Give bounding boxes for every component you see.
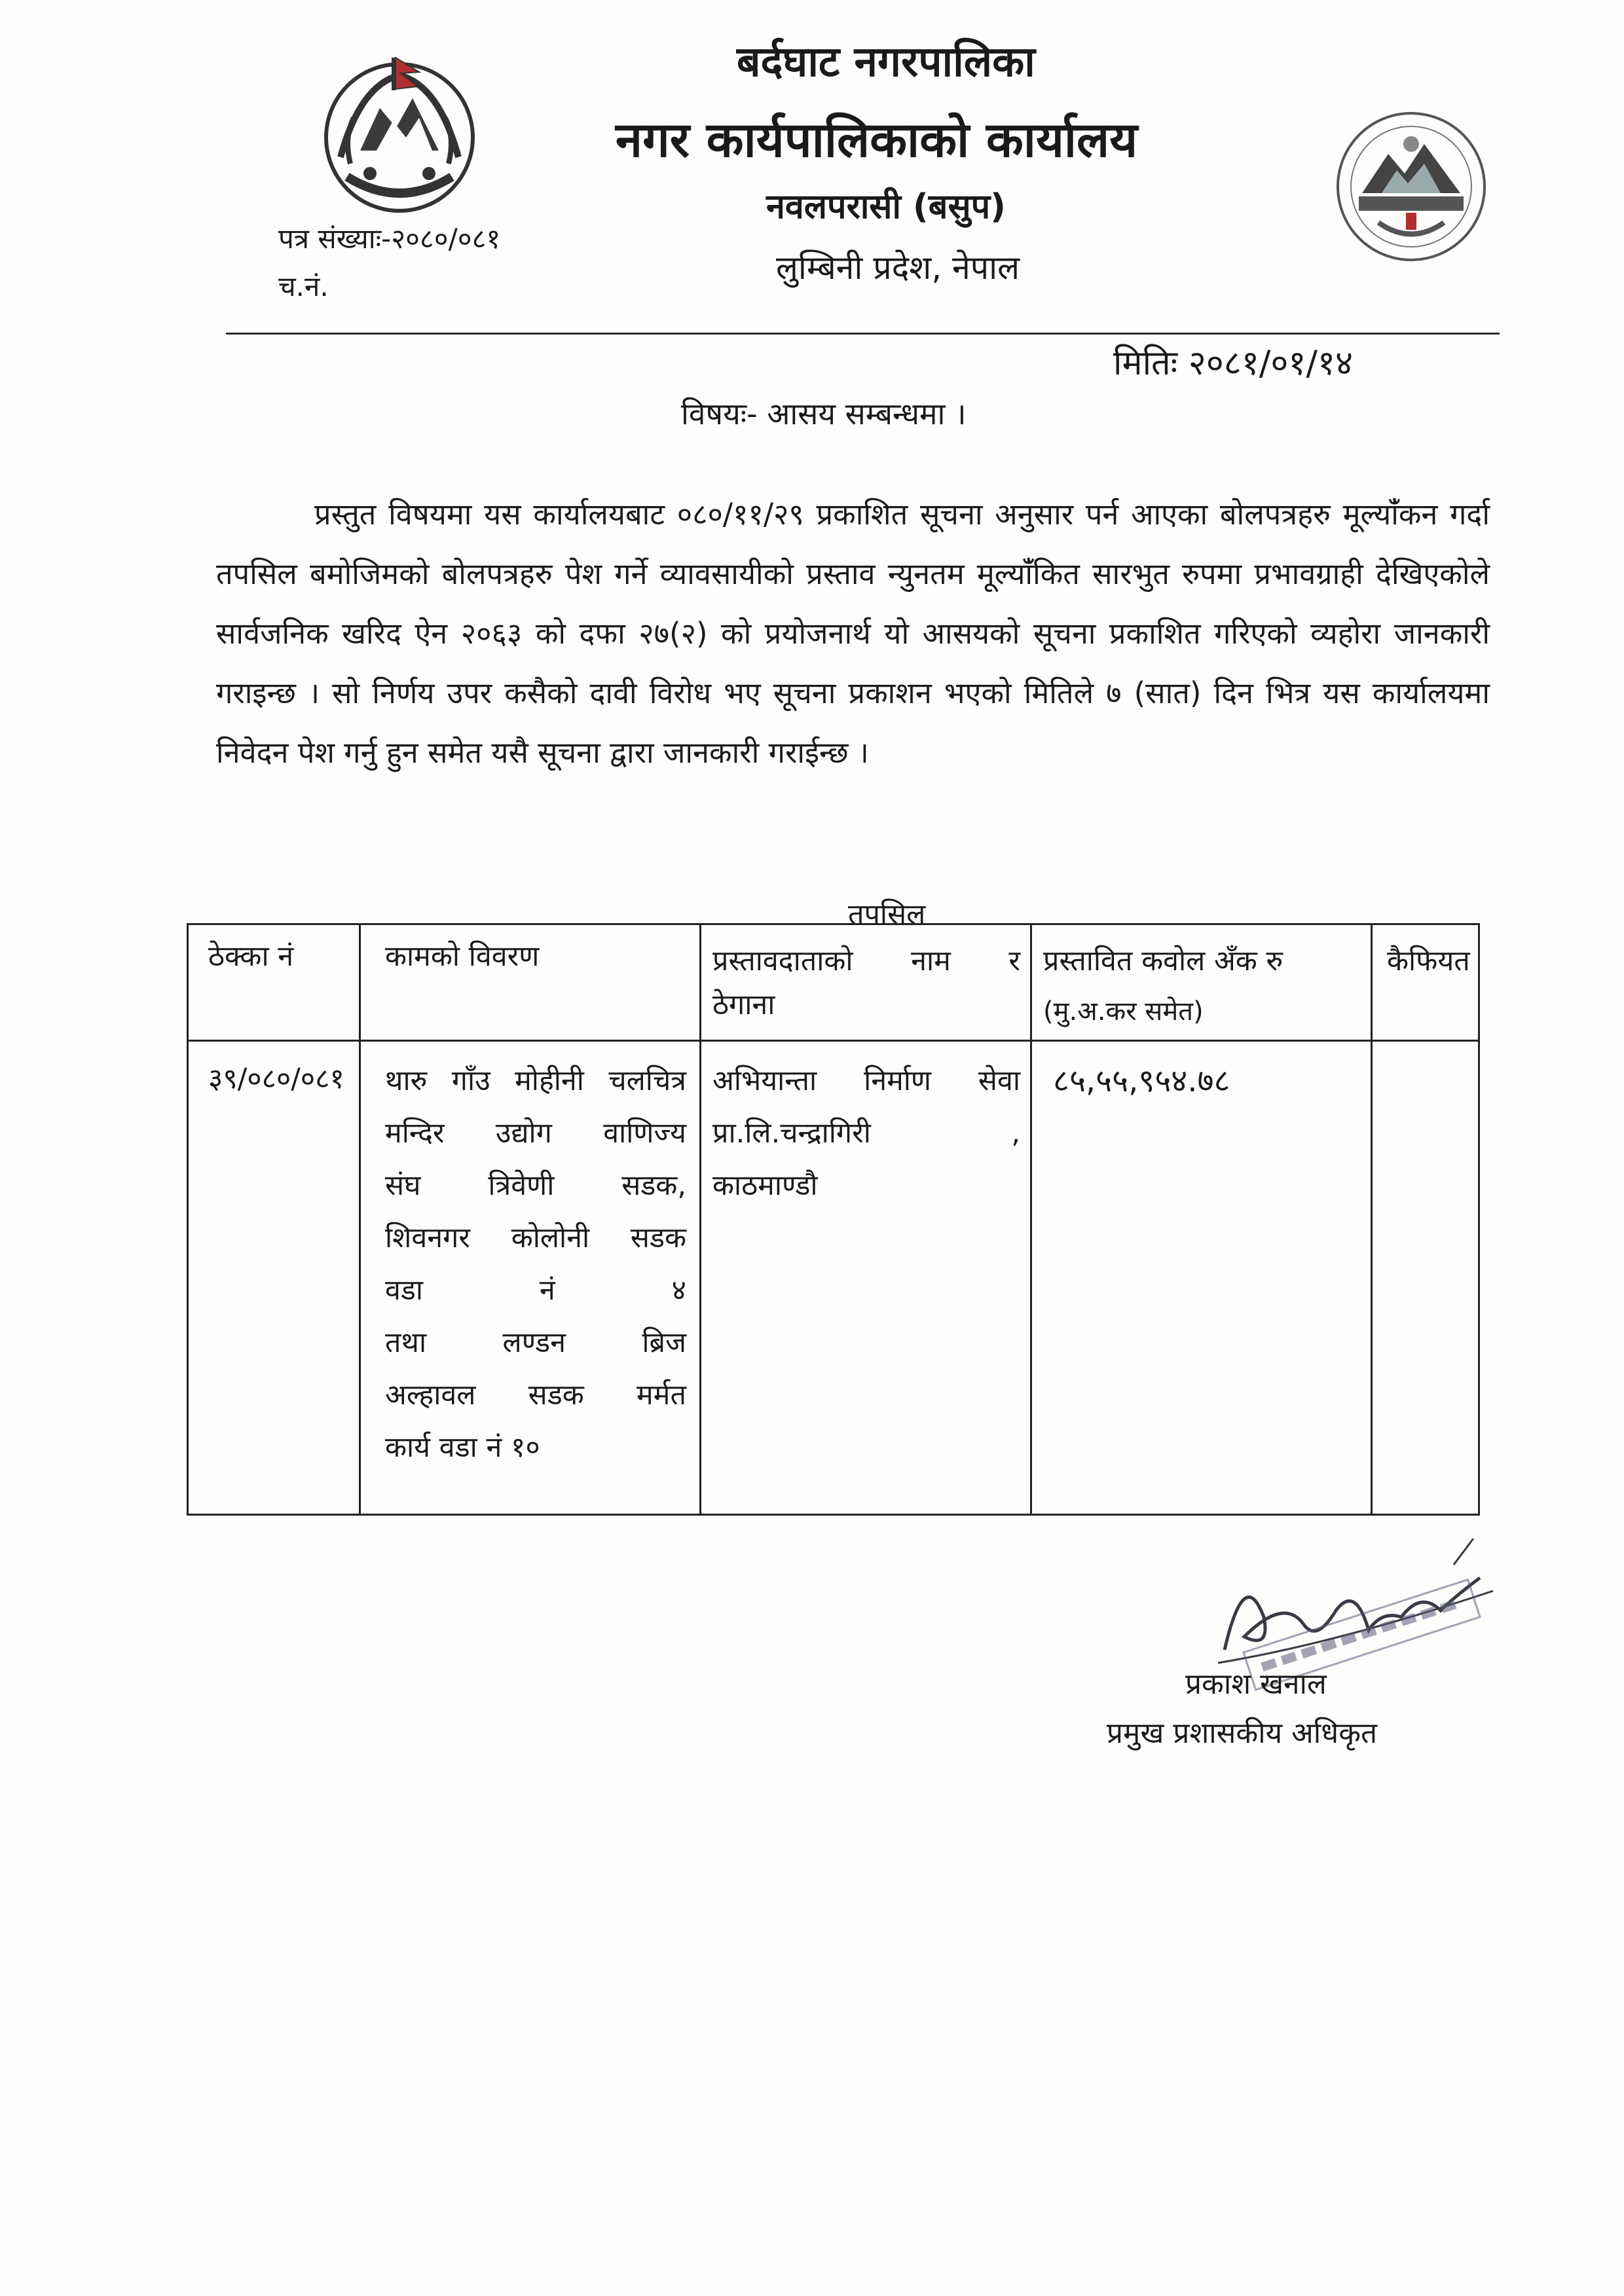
row-bidder-line: काठमाण्डौ — [712, 1169, 818, 1202]
row-work-line: वडा नं ४ — [385, 1274, 686, 1307]
letter-number: पत्र संख्याः-२०८०/०८१ — [278, 223, 501, 255]
row-work-line: संघ त्रिवेणी सडक, — [385, 1169, 686, 1202]
district-name: नवलपरासी (बसुप) — [766, 187, 1006, 227]
row-work-line: कार्य वडा नं १० — [385, 1431, 540, 1464]
government-emblem-icon — [314, 46, 485, 223]
municipality-logo-icon — [1333, 108, 1490, 265]
row-contract-no: ३९/०८०/०८१ — [208, 1063, 344, 1095]
bid-table — [187, 923, 1480, 1516]
row-work-line: तथा लण्डन ब्रिज — [385, 1326, 686, 1359]
table-col-divider — [699, 925, 701, 1514]
letter-date: मितिः २०८१/०१/१४ — [1113, 344, 1354, 383]
row-bidder-line: अभियान्ता निर्माण सेवा — [712, 1065, 1020, 1097]
header-bidder-name: प्रस्तावदाताको नाम र — [712, 945, 1020, 977]
header-work-description: कामको विवरण — [385, 940, 540, 973]
subject-line: विषयः- आसय सम्बन्धमा । — [681, 396, 967, 431]
row-bid-amount: ८५,५५,९५४.७८ — [1053, 1063, 1230, 1099]
row-bidder-line: प्रा.लि.चन्द्रागिरी , — [712, 1117, 1020, 1150]
header-bid-amount: प्रस्तावित कवोल अँक रु — [1043, 945, 1283, 977]
header-bidder-address: ठेगाना — [712, 989, 775, 1021]
table-col-divider — [359, 925, 361, 1514]
signatory-name: प्रकाश खनाल — [1185, 1667, 1327, 1701]
province-name: लुम्बिनी प्रदेश, नेपाल — [776, 249, 1020, 287]
office-name: नगर कार्यपालिकाको कार्यालय — [616, 112, 1138, 168]
header-bid-amount-note: (मु.अ.कर समेत) — [1043, 996, 1204, 1027]
header-contract-no: ठेक्का नं — [208, 940, 294, 973]
body-paragraph: प्रस्तुत विषयमा यस कार्यालयबाट ०८०/११/२९ प्रकाशित सूचना अनुसार पर्न आएका बोलपत्रहरु मूल्यांँकन गर्दा तपसिल बमोजिमको बोलपत्रहरु पेश गर्ने व्यावसायीको प्रस्ताव न्युनतम मूल्यांँकित सारभुत रुपमा प्रभावग्राही देखिएकोले सार्वजनिक खरिद ऐन २०६३ को दफा २७(२) को प्रयोजनार्थ यो आसयको सूचना प्रकाशित गरिएको व्यहोरा जानकारी गराइन्छ । सो निर्णय उपर कसैको दावी विरोध भए सूचना प्रकाशन भएको मितिले ७ (सात) दिन भित्र यस कार्यालयमा निवेदन पेश गर्नु हुन समेत यसै सूचना द्वारा जानकारी गराईन्छ । — [216, 497, 1490, 770]
table-caption: तपसिल — [848, 898, 926, 931]
table-header-divider — [189, 1040, 1478, 1042]
row-work-line: थारु गाँउ मोहीनी चलचित्र — [385, 1065, 686, 1097]
row-work-line: मन्दिर उद्योग वाणिज्य — [385, 1117, 686, 1150]
header-remarks: कैफियत — [1387, 945, 1470, 977]
row-work-line: अल्हावल सडक मर्मत — [385, 1379, 686, 1412]
table-col-divider — [1371, 925, 1373, 1514]
municipality-name: बर्दघाट नगरपालिका — [737, 38, 1035, 86]
signatory-title: प्रमुख प्रशासकीय अधिकृत — [1107, 1717, 1378, 1750]
table-col-divider — [1030, 925, 1032, 1514]
header-divider — [226, 333, 1500, 335]
row-work-line: शिवनगर कोलोनी सडक — [385, 1222, 686, 1254]
dispatch-number: च.नं. — [278, 270, 329, 302]
